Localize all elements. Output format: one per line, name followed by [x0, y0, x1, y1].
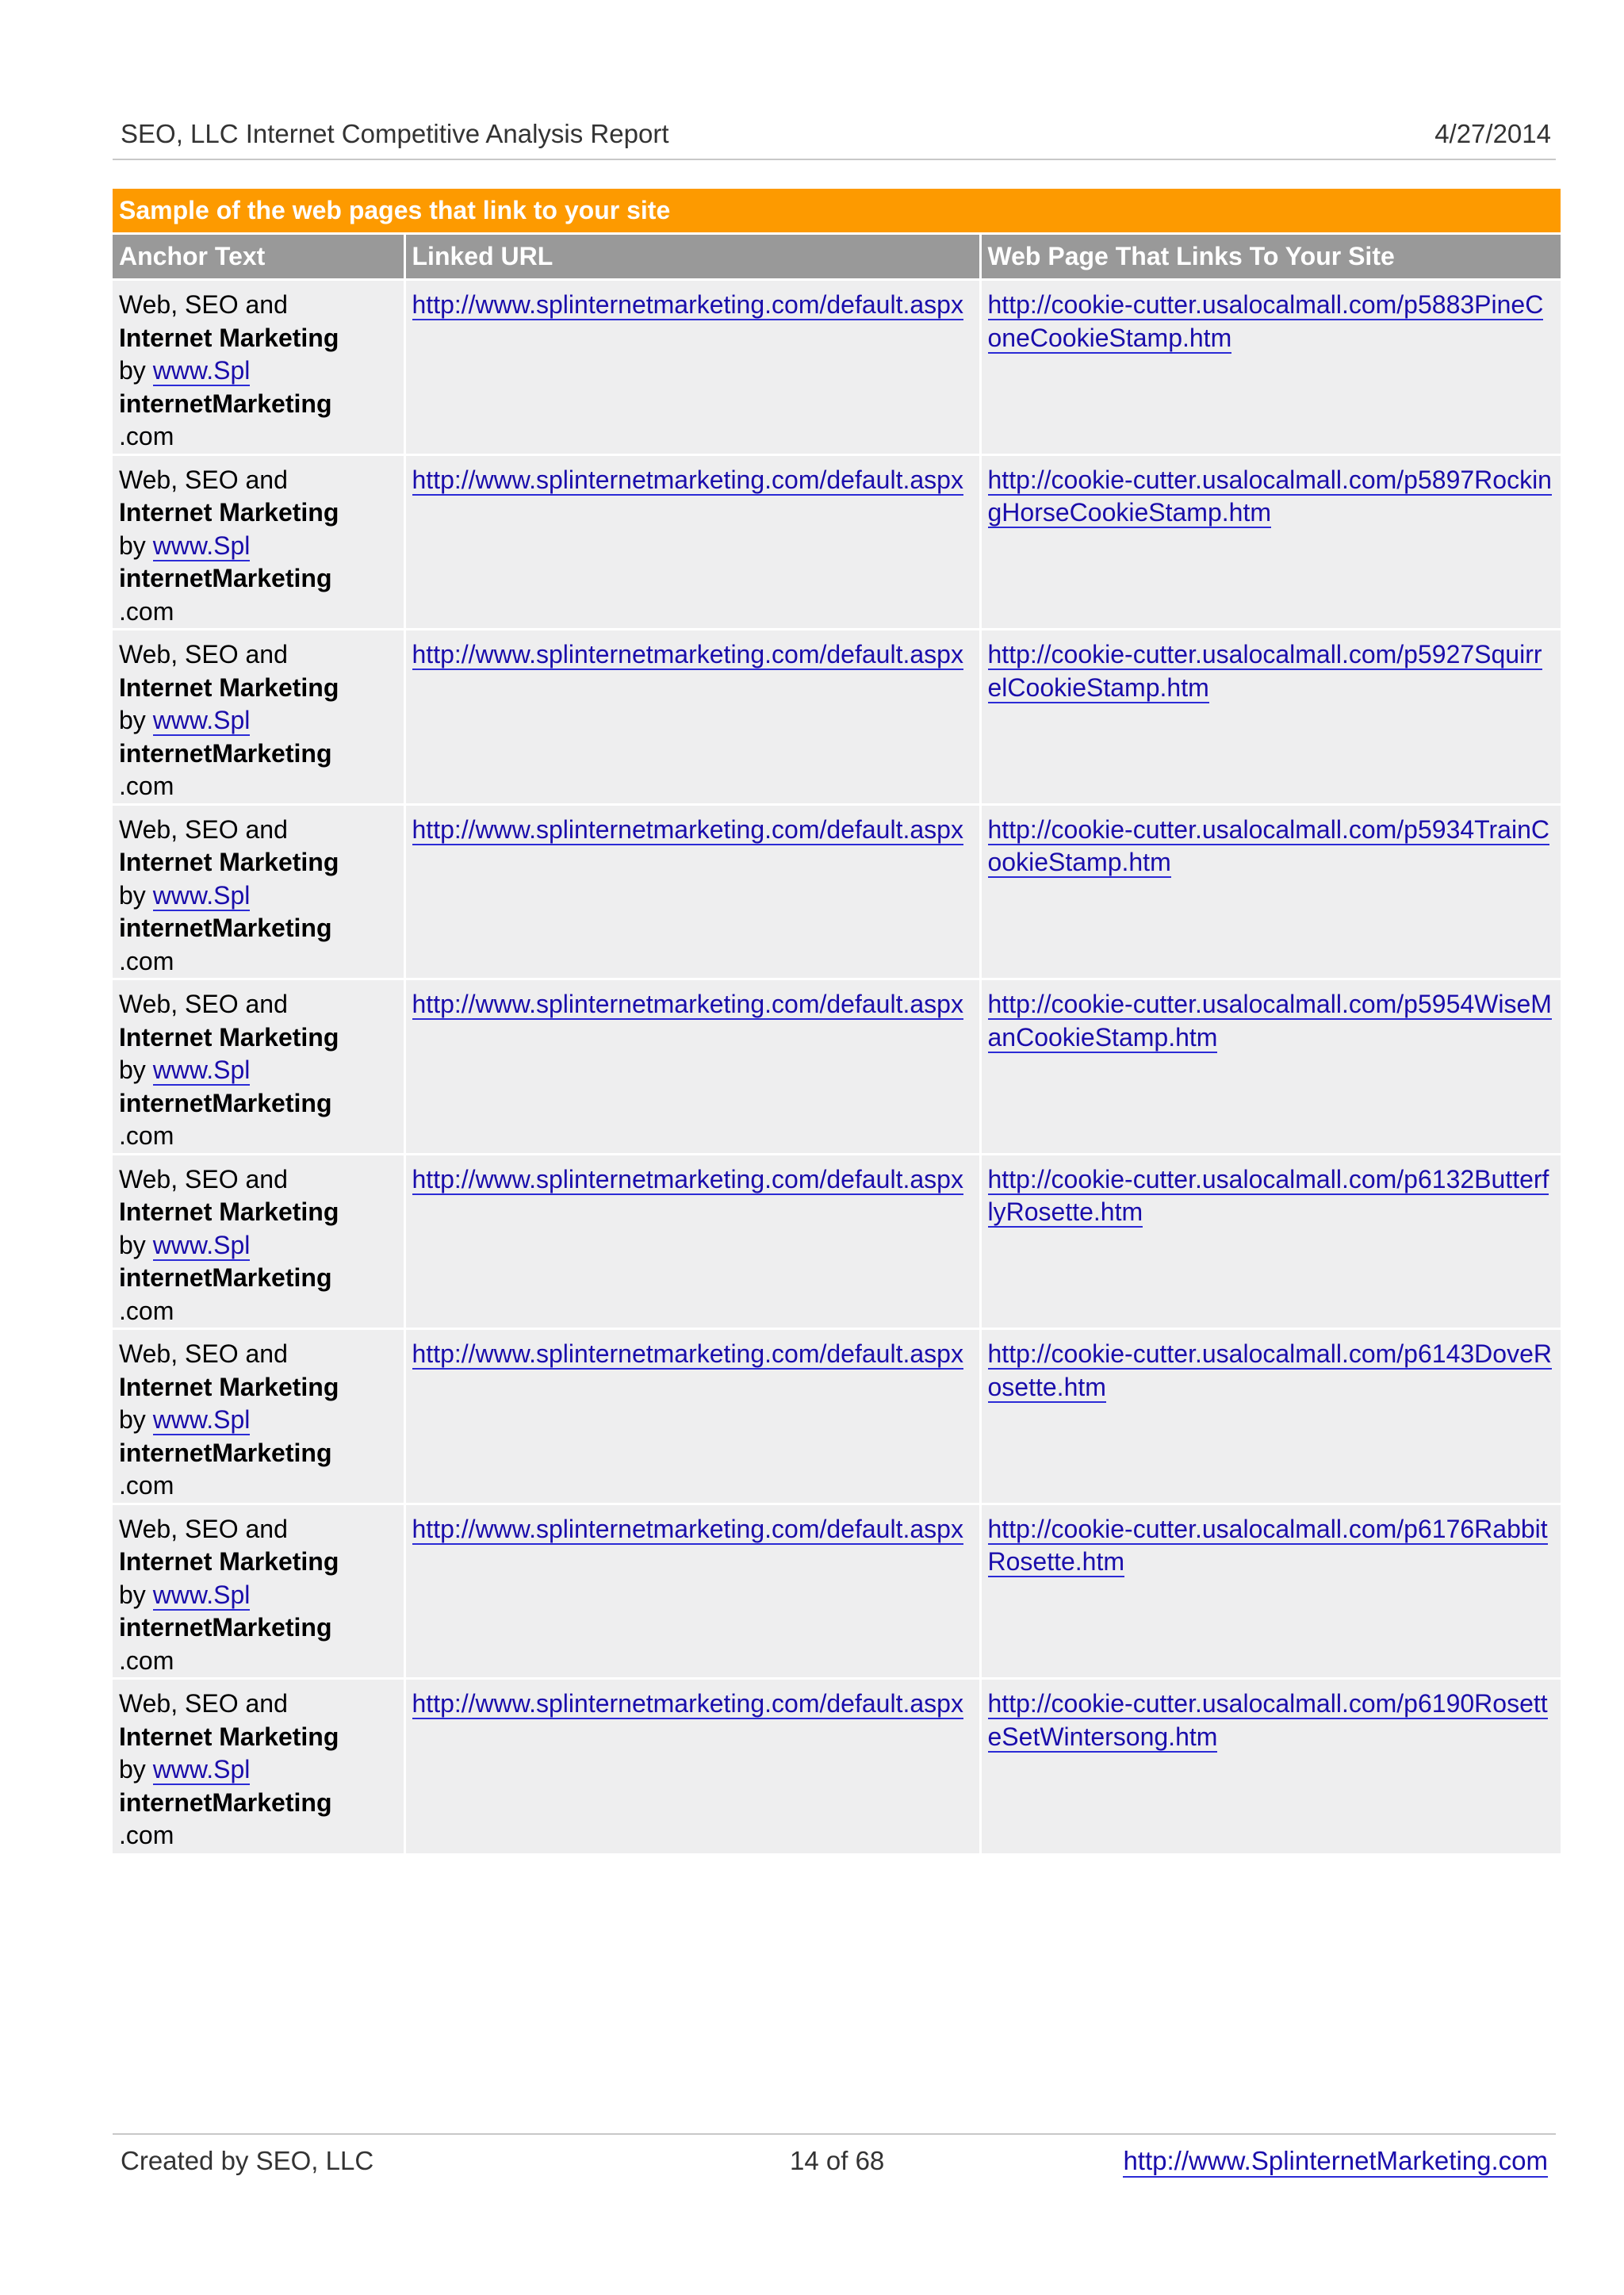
anchor-line-bold: internetMarketing	[119, 1263, 332, 1292]
column-header-anchor-text: Anchor Text	[113, 234, 404, 280]
footer-site-link[interactable]: http://www.SplinternetMarketing.com	[1123, 2146, 1548, 2178]
linked-url-link[interactable]: http://www.splinternetmarketing.com/default.aspx	[412, 990, 963, 1018]
anchor-line: Web, SEO and	[119, 814, 288, 844]
anchor-line	[119, 879, 397, 913]
linked-url-cell	[404, 1329, 980, 1504]
anchor-line	[119, 1579, 397, 1612]
anchor-text-cell	[113, 1154, 404, 1329]
anchor-text-cell	[113, 979, 404, 1155]
linked-url-cell	[404, 454, 980, 630]
linking-page-cell	[980, 804, 1561, 979]
anchor-prefix: by	[119, 1755, 153, 1784]
linking-page-cell	[980, 1154, 1561, 1329]
linked-url-link[interactable]: http://www.splinternetmarketing.com/default.aspx	[412, 290, 963, 319]
linked-url-cell	[404, 1504, 980, 1679]
linking-page-cell	[980, 979, 1561, 1155]
anchor-line: Web, SEO and	[119, 990, 288, 1018]
linked-url-cell	[404, 1154, 980, 1329]
table-header-row	[113, 234, 1561, 280]
linking-page-link[interactable]: http://cookie-cutter.usalocalmall.com/p6176RabbitRosette.htm	[987, 1514, 1548, 1576]
linking-page-cell	[980, 454, 1561, 630]
linking-page-link[interactable]: http://cookie-cutter.usalocalmall.com/p5927SquirrelCookieStamp.htm	[987, 640, 1542, 702]
anchor-prefix: by	[119, 880, 153, 910]
table-caption: Sample of the web pages that link to your site	[113, 189, 1561, 234]
table-row	[113, 1679, 1561, 1853]
table-row	[113, 454, 1561, 630]
linking-page-link[interactable]: http://cookie-cutter.usalocalmall.com/p5934TrainCookieStamp.htm	[987, 814, 1549, 876]
report-title: SEO, LLC Internet Competitive Analysis Report	[121, 119, 669, 148]
linking-page-cell	[980, 1329, 1561, 1504]
linked-url-link[interactable]: http://www.splinternetmarketing.com/default.aspx	[412, 640, 963, 669]
anchor-line: .com	[119, 772, 174, 800]
linked-url-link[interactable]: http://www.splinternetmarketing.com/default.aspx	[412, 1514, 963, 1543]
anchor-prefix: by	[119, 356, 153, 385]
anchor-line: .com	[119, 1121, 174, 1150]
anchor-line: Web, SEO and	[119, 290, 288, 319]
anchor-line	[119, 704, 397, 738]
anchor-line-bold: Internet Marketing	[119, 672, 339, 702]
table-row	[113, 1154, 1561, 1329]
anchor-line: Web, SEO and	[119, 1164, 288, 1193]
page-footer	[113, 2133, 1556, 2182]
anchor-line: .com	[119, 596, 174, 626]
linked-url-link[interactable]: http://www.splinternetmarketing.com/default.aspx	[412, 1689, 963, 1718]
anchor-line-bold: internetMarketing	[119, 1613, 332, 1642]
linking-page-link[interactable]: http://cookie-cutter.usalocalmall.com/p5954WiseManCookieStamp.htm	[987, 990, 1552, 1052]
table-row	[113, 1329, 1561, 1504]
table-caption-row	[113, 189, 1561, 234]
linking-page-link[interactable]: http://cookie-cutter.usalocalmall.com/p5897RockingHorseCookieStamp.htm	[987, 465, 1552, 527]
table-body	[113, 280, 1561, 1853]
linking-page-link[interactable]: http://cookie-cutter.usalocalmall.com/p6143DoveRosette.htm	[987, 1339, 1552, 1401]
linked-url-link[interactable]: http://www.splinternetmarketing.com/default.aspx	[412, 1164, 963, 1193]
table-row	[113, 280, 1561, 455]
page-header	[113, 116, 1556, 160]
anchor-link[interactable]: www.Spl	[152, 1056, 251, 1084]
linking-page-cell	[980, 280, 1561, 455]
anchor-text-cell	[113, 1329, 404, 1504]
anchor-text-cell	[113, 1679, 404, 1853]
footer-created-by: Created by SEO, LLC	[121, 2146, 374, 2175]
anchor-line: .com	[119, 1646, 174, 1675]
footer-page-number: 14 of 68	[790, 2146, 885, 2175]
anchor-line-bold: internetMarketing	[119, 738, 332, 768]
anchor-line: .com	[119, 1471, 174, 1500]
anchor-text-cell	[113, 804, 404, 979]
anchor-line: Web, SEO and	[119, 465, 288, 494]
anchor-link[interactable]: www.Spl	[152, 1230, 251, 1259]
anchor-line-bold: internetMarketing	[119, 1787, 332, 1817]
linking-page-cell	[980, 630, 1561, 805]
anchor-line-bold: internetMarketing	[119, 564, 332, 592]
linked-url-link[interactable]: http://www.splinternetmarketing.com/default.aspx	[412, 814, 963, 844]
anchor-line-bold: Internet Marketing	[119, 1372, 339, 1401]
anchor-line-bold: Internet Marketing	[119, 498, 339, 527]
anchor-prefix: by	[119, 531, 153, 560]
anchor-line: Web, SEO and	[119, 1514, 288, 1543]
column-header-linking-page: Web Page That Links To Your Site	[980, 234, 1561, 280]
anchor-line-bold: Internet Marketing	[119, 323, 339, 352]
linking-page-link[interactable]: http://cookie-cutter.usalocalmall.com/p6190RosetteSetWintersong.htm	[987, 1689, 1548, 1751]
linking-page-cell	[980, 1504, 1561, 1679]
anchor-text-cell	[113, 454, 404, 630]
anchor-prefix: by	[119, 1230, 153, 1259]
anchor-link[interactable]: www.Spl	[152, 1755, 251, 1784]
anchor-line	[119, 1229, 397, 1262]
anchor-link[interactable]: www.Spl	[152, 531, 251, 560]
anchor-line-bold: internetMarketing	[119, 914, 332, 942]
anchor-line	[119, 530, 397, 563]
anchor-line-bold: Internet Marketing	[119, 1722, 339, 1751]
anchor-link[interactable]: www.Spl	[152, 880, 251, 910]
linked-url-link[interactable]: http://www.splinternetmarketing.com/default.aspx	[412, 1339, 963, 1368]
anchor-line	[119, 1753, 397, 1787]
linked-url-cell	[404, 280, 980, 455]
anchor-line: .com	[119, 422, 174, 450]
anchor-line: .com	[119, 946, 174, 975]
anchor-prefix: by	[119, 706, 153, 734]
linked-url-cell	[404, 804, 980, 979]
anchor-prefix: by	[119, 1580, 153, 1609]
report-date: 4/27/2014	[1434, 119, 1551, 148]
anchor-link[interactable]: www.Spl	[152, 1580, 251, 1609]
linked-url-link[interactable]: http://www.splinternetmarketing.com/default.aspx	[412, 465, 963, 494]
anchor-line	[119, 1054, 397, 1087]
anchor-text-cell	[113, 630, 404, 805]
anchor-line: Web, SEO and	[119, 1689, 288, 1718]
anchor-text-cell	[113, 1504, 404, 1679]
anchor-line-bold: Internet Marketing	[119, 1022, 339, 1052]
linking-page-cell	[980, 1679, 1561, 1853]
anchor-text-cell	[113, 280, 404, 455]
table-row	[113, 804, 1561, 979]
linked-url-cell	[404, 630, 980, 805]
linking-page-link[interactable]: http://cookie-cutter.usalocalmall.com/p5883PineConeCookieStamp.htm	[987, 290, 1544, 352]
anchor-line: .com	[119, 1821, 174, 1849]
anchor-link[interactable]: www.Spl	[152, 1405, 251, 1434]
anchor-line-bold: Internet Marketing	[119, 848, 339, 876]
linking-page-link[interactable]: http://cookie-cutter.usalocalmall.com/p6132ButterflyRosette.htm	[987, 1164, 1549, 1226]
anchor-line: Web, SEO and	[119, 640, 288, 669]
anchor-line	[119, 1404, 397, 1437]
anchor-line	[119, 354, 397, 388]
backlinks-table	[113, 189, 1561, 1853]
linked-url-cell	[404, 979, 980, 1155]
table-row	[113, 630, 1561, 805]
anchor-line-bold: Internet Marketing	[119, 1547, 339, 1576]
table-row	[113, 979, 1561, 1155]
linked-url-cell	[404, 1679, 980, 1853]
anchor-link[interactable]: www.Spl	[152, 356, 251, 385]
table-row	[113, 1504, 1561, 1679]
anchor-line: .com	[119, 1296, 174, 1325]
anchor-line: Web, SEO and	[119, 1339, 288, 1368]
anchor-line-bold: internetMarketing	[119, 1438, 332, 1467]
anchor-prefix: by	[119, 1056, 153, 1084]
anchor-line-bold: internetMarketing	[119, 1088, 332, 1117]
anchor-line-bold: Internet Marketing	[119, 1197, 339, 1226]
anchor-line-bold: internetMarketing	[119, 389, 332, 418]
column-header-linked-url: Linked URL	[404, 234, 980, 280]
anchor-prefix: by	[119, 1405, 153, 1434]
anchor-link[interactable]: www.Spl	[152, 706, 251, 734]
